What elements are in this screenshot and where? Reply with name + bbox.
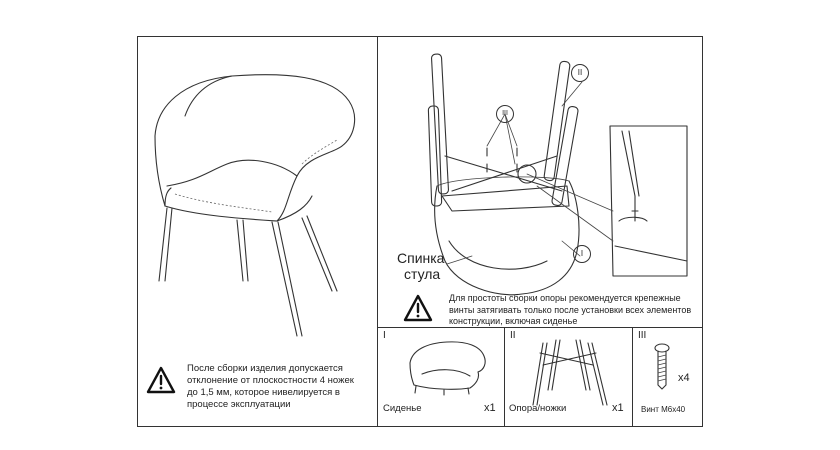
part-name-screw: Винт М6х40 xyxy=(641,405,686,414)
parts-sep-2 xyxy=(632,327,633,427)
part-qty-seat: x1 xyxy=(484,402,496,414)
right-notice-text: Для простоты сборки опоры рекомендуется крепежные винты затягивать только после установки всех элементов конструкции, включая сиденье xyxy=(449,293,692,326)
part-name-seat: Сиденье xyxy=(383,403,422,414)
screw-part-icon xyxy=(650,343,680,393)
callout-I xyxy=(573,245,591,263)
parts-sep-1 xyxy=(504,327,505,427)
assembly-illustration xyxy=(377,36,703,326)
warning-triangle-icon xyxy=(146,366,176,394)
part-roman-II: II xyxy=(510,330,516,341)
callout-I-label: I xyxy=(580,249,584,258)
callout-II-label: II xyxy=(577,68,583,77)
chair-illustration xyxy=(137,36,377,366)
part-qty-legs: x1 xyxy=(612,402,624,414)
left-notice-text: После сборки изделия допускается отклонение от плоскостности 4 ножек до 1,5 мм, которое нивелируется в процессе эксплуатации xyxy=(187,363,354,410)
backrest-label-line1: Спинка xyxy=(397,250,445,266)
callout-III xyxy=(496,105,514,123)
warning-triangle-icon xyxy=(403,294,433,322)
seat-part-icon xyxy=(402,338,492,398)
callout-II xyxy=(571,64,589,82)
part-name-legs: Опора/ножки xyxy=(509,403,567,414)
part-roman-I: I xyxy=(383,330,386,341)
callout-III-label: III xyxy=(502,110,508,117)
part-qty-screw: x4 xyxy=(678,372,690,384)
part-roman-III: III xyxy=(638,330,647,341)
backrest-label-line2: стула xyxy=(404,266,441,282)
